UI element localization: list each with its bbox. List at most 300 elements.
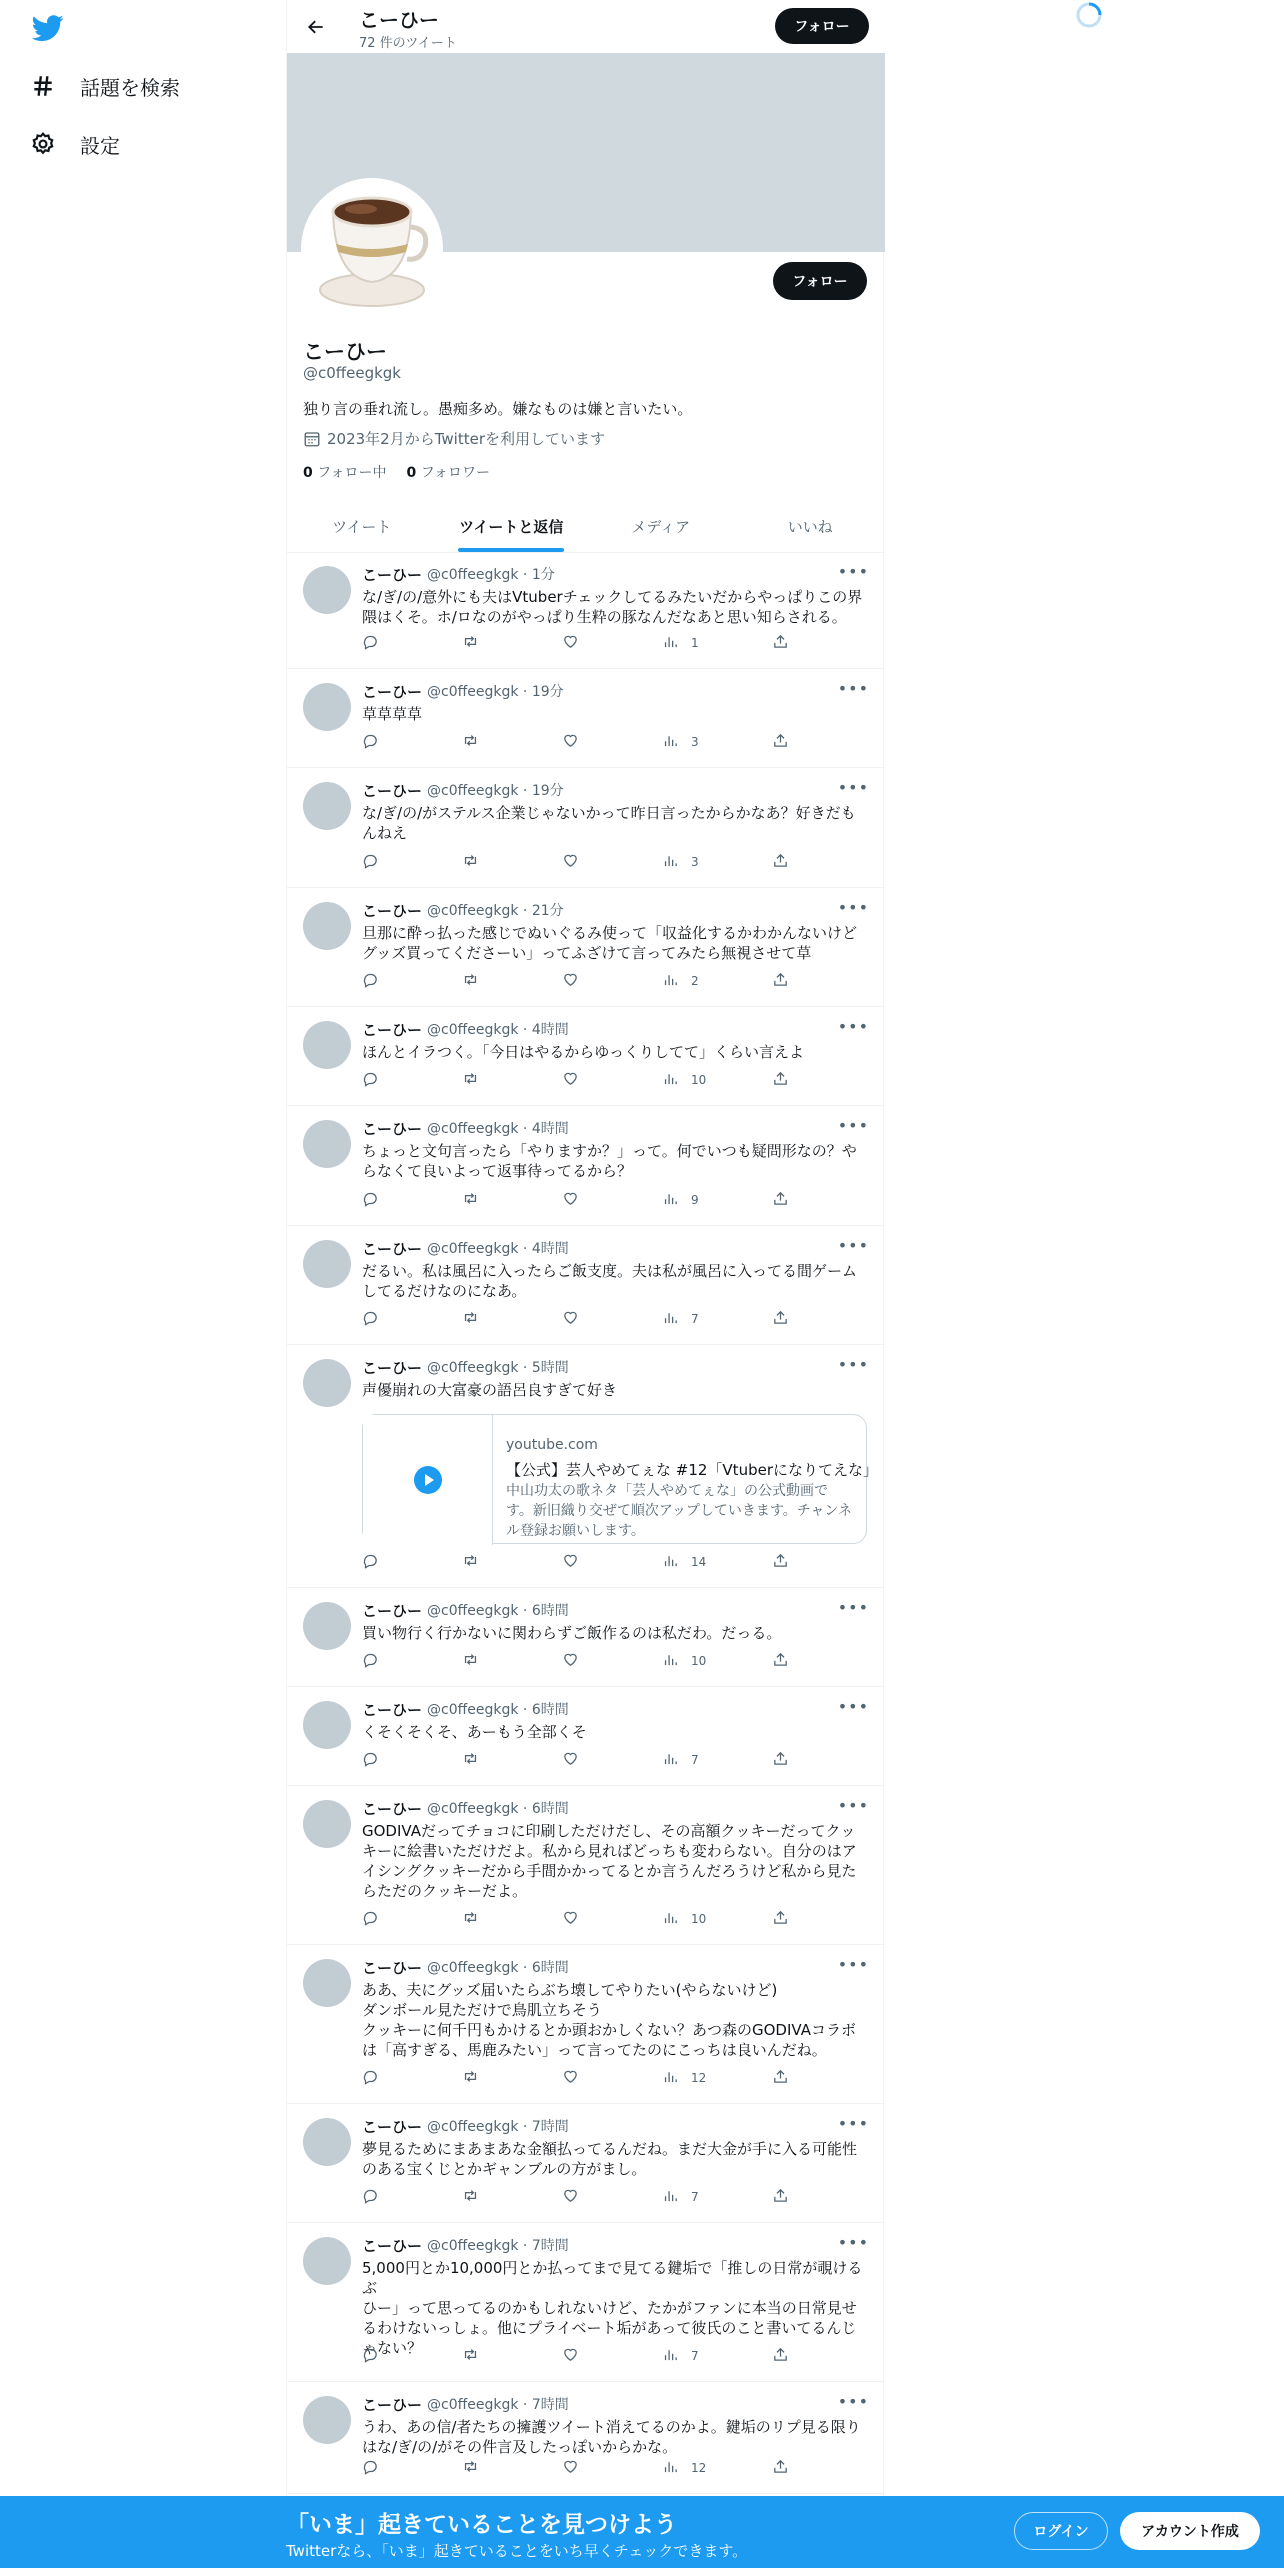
share-button[interactable] <box>772 2187 789 2207</box>
views-count: 2 <box>691 974 699 988</box>
tweet-text: 草草草草 <box>362 705 423 723</box>
tab-media[interactable]: メディア <box>631 517 691 536</box>
reply-icon <box>362 2458 379 2478</box>
tweet-actions <box>362 1552 792 1572</box>
tweet-header <box>362 1600 569 1621</box>
more-options-icon[interactable]: ••• <box>837 1236 869 1255</box>
retweet-button[interactable] <box>462 2458 479 2478</box>
reply-button[interactable] <box>362 732 379 752</box>
reply-button[interactable] <box>362 1552 379 1572</box>
tweet-actions <box>362 1651 792 1671</box>
play-icon <box>413 1465 443 1495</box>
back-button[interactable] <box>301 12 331 42</box>
reply-icon <box>362 1309 379 1329</box>
card-domain: youtube.com <box>506 1437 598 1453</box>
nav-item-label: 設定 <box>80 133 120 158</box>
views-count: 10 <box>691 1073 707 1087</box>
tweet-meta: @c0ffeegkgk · 7時間 <box>427 2238 569 2254</box>
views-button[interactable] <box>662 1190 699 1210</box>
tweet-author-name[interactable]: こーひー <box>362 1120 423 1138</box>
retweet-icon <box>462 2068 479 2088</box>
views-count: 12 <box>691 2461 707 2475</box>
tweet-actions <box>362 1750 792 1770</box>
tab-tweets-and-replies[interactable]: ツイートと返信 <box>437 500 587 552</box>
retweet-icon <box>462 732 479 752</box>
reply-icon <box>362 1190 379 1210</box>
tweet-text: な/ぎ/の/意外にも夫はVtuberチェックしてるみたいだからやっぱりこの界 隈はくそ。ホ/ロなのがやっぱり生粋の豚なんだなあと思い知らされる。 <box>362 588 863 626</box>
views-icon <box>662 1309 679 1329</box>
share-button[interactable] <box>772 1070 789 1090</box>
share-button[interactable] <box>772 2458 789 2478</box>
tweet-author-name[interactable]: こーひー <box>362 1240 423 1258</box>
heart-icon <box>562 2458 579 2478</box>
tweet[interactable] <box>287 888 885 1007</box>
views-count: 10 <box>691 1912 707 1926</box>
like-button[interactable] <box>562 732 579 752</box>
share-button[interactable] <box>772 2068 789 2088</box>
views-icon <box>662 1651 679 1671</box>
retweet-button[interactable] <box>462 971 479 991</box>
reply-icon <box>362 1750 379 1770</box>
tweet-text: 旦那に酔っ払った感じでぬいぐるみ使って「収益化するかわかんないけど グッズ買ってくださーい」ってふざけて言ってみたら無視させて草 <box>362 924 858 962</box>
retweet-icon <box>462 1552 479 1572</box>
tab-tweets[interactable]: ツイート <box>332 517 392 536</box>
tweet[interactable] <box>287 1226 885 1345</box>
tweet-author-name[interactable]: こーひー <box>362 2237 423 2255</box>
avatar[interactable] <box>303 1021 351 1069</box>
profile-tabs <box>287 500 885 553</box>
views-count: 10 <box>691 1654 707 1668</box>
header-name: こーひー <box>359 8 439 32</box>
avatar[interactable] <box>303 1701 351 1749</box>
left-nav <box>0 0 286 2568</box>
tweet[interactable] <box>287 768 885 888</box>
share-icon <box>772 1651 789 1671</box>
like-button[interactable] <box>562 1070 579 1090</box>
tweet-meta: @c0ffeegkgk · 6時間 <box>427 1960 569 1976</box>
tweet[interactable] <box>287 1345 885 1588</box>
like-button[interactable] <box>562 1909 579 1929</box>
reply-button[interactable] <box>362 1070 379 1090</box>
more-options-icon[interactable]: ••• <box>837 2114 869 2133</box>
reply-button[interactable] <box>362 633 379 653</box>
tweet-header <box>362 900 564 921</box>
more-options-icon[interactable]: ••• <box>837 2233 869 2252</box>
reply-icon <box>362 1070 379 1090</box>
retweet-button[interactable] <box>462 1909 479 1929</box>
heart-icon <box>562 1190 579 1210</box>
like-button[interactable] <box>562 2458 579 2478</box>
avatar[interactable] <box>303 2396 351 2444</box>
more-options-icon[interactable]: ••• <box>837 679 869 698</box>
heart-icon <box>562 1909 579 1929</box>
tweet-author-name[interactable]: こーひー <box>362 2118 423 2136</box>
reply-button[interactable] <box>362 2346 379 2366</box>
retweet-icon <box>462 852 479 872</box>
following-link[interactable]: 0 フォロー中 <box>303 465 387 481</box>
card-title: 【公式】芸人やめてぇな #12「Vtuberになりてえな」 <box>506 1461 878 1479</box>
signup-banner-title: 「いま」起きていることを見つけよう <box>286 2512 677 2538</box>
tweet-header <box>362 1238 569 1259</box>
signup-button[interactable]: アカウント作成 <box>1120 2512 1260 2550</box>
tweet-author-name[interactable]: こーひー <box>362 1021 423 1039</box>
signup-banner <box>0 2496 1284 2568</box>
header-follow-button[interactable]: フォロー <box>775 8 869 44</box>
reply-icon <box>362 852 379 872</box>
more-options-icon[interactable]: ••• <box>837 1116 869 1135</box>
retweet-icon <box>462 971 479 991</box>
tweet[interactable] <box>287 2104 885 2223</box>
tweet-header <box>362 780 564 801</box>
share-button[interactable] <box>772 1909 789 1929</box>
share-icon <box>772 1070 789 1090</box>
tweet-author-name[interactable]: こーひー <box>362 1800 423 1818</box>
share-icon <box>772 2068 789 2088</box>
reply-icon <box>362 1552 379 1572</box>
share-icon <box>772 1309 789 1329</box>
avatar[interactable] <box>303 782 351 830</box>
heart-icon <box>562 1309 579 1329</box>
more-options-icon[interactable]: ••• <box>837 898 869 917</box>
share-icon <box>772 633 789 653</box>
like-button[interactable] <box>562 2187 579 2207</box>
views-button[interactable] <box>662 1552 706 1572</box>
heart-icon <box>562 633 579 653</box>
tweet-text: ちょっと文句言ったら「やりますか？」って。何でいつも疑問形なの？や らなくて良いよって返事待ってるから？ <box>362 1142 857 1180</box>
heart-icon <box>562 2187 579 2207</box>
share-button[interactable] <box>772 1552 789 1572</box>
retweet-button[interactable] <box>462 2346 479 2366</box>
avatar[interactable] <box>303 1359 351 1407</box>
reply-icon <box>362 1909 379 1929</box>
tweet-actions <box>362 971 792 991</box>
link-card[interactable] <box>362 1414 878 1544</box>
tweet[interactable] <box>287 1588 885 1687</box>
tweet-text: 5,000円とか10,000円とか払ってまで見てる鍵垢で「推しの日常が覗けるぶ ひー」って思ってるのかもしれないけど、たかがファンに本当の日常見せ るわけないっしょ。他にプライベート垢があって彼氏のこと書いてるんじ ゃない？ <box>362 2259 863 2357</box>
more-options-icon[interactable]: ••• <box>837 1955 869 1974</box>
gear-icon <box>30 131 56 157</box>
like-button[interactable] <box>562 1309 579 1329</box>
views-count: 7 <box>691 2190 699 2204</box>
tweet-meta: @c0ffeegkgk · 4時間 <box>427 1022 569 1038</box>
tweet[interactable] <box>287 669 885 768</box>
profile-name: こーひー <box>303 340 387 364</box>
like-button[interactable] <box>562 1552 579 1572</box>
retweet-icon <box>462 1651 479 1671</box>
tweet-meta: @c0ffeegkgk · 4時間 <box>427 1241 569 1257</box>
views-button[interactable] <box>662 2346 699 2366</box>
views-button[interactable] <box>662 633 699 653</box>
views-icon <box>662 1190 679 1210</box>
retweet-button[interactable] <box>462 1750 479 1770</box>
arrow-left-icon <box>306 17 326 37</box>
tweet-header <box>362 1957 569 1978</box>
tweet-text: だるい。私は風呂に入ったらご飯支度。夫は私が風呂に入ってる間ゲーム してるだけなのになあ。 <box>362 1262 858 1300</box>
tweet[interactable] <box>287 1687 885 1786</box>
views-button[interactable] <box>662 2068 706 2088</box>
share-button[interactable] <box>772 633 789 653</box>
card-description: 中山功太の歌ネタ「芸人やめてぇな」の公式動画で す。新旧織り交ぜて順次アップしていきます。チャンネル登録お願いします。 <box>506 1483 852 1539</box>
views-count: 1 <box>691 636 699 650</box>
hashtag-icon <box>30 73 56 99</box>
retweet-button[interactable] <box>462 633 479 653</box>
reply-icon <box>362 971 379 991</box>
tweet-header <box>362 2235 569 2256</box>
retweet-button[interactable] <box>462 1309 479 1329</box>
like-button[interactable] <box>562 852 579 872</box>
avatar[interactable] <box>303 2118 351 2166</box>
tweet-header <box>362 564 555 585</box>
tweet-actions <box>362 1190 792 1210</box>
tweet-actions <box>362 2187 792 2207</box>
reply-button[interactable] <box>362 1309 379 1329</box>
more-options-icon[interactable]: ••• <box>837 562 869 581</box>
tweet-text: ほんとイラつく。「今日はやるからゆっくりしてて」くらい言えよ <box>362 1043 805 1061</box>
views-icon <box>662 2068 679 2088</box>
reply-button[interactable] <box>362 1909 379 1929</box>
share-button[interactable] <box>772 852 789 872</box>
reply-button[interactable] <box>362 2458 379 2478</box>
tweet-header <box>362 1699 569 1720</box>
tweet-author-name[interactable]: こーひー <box>362 566 423 584</box>
views-count: 14 <box>691 1555 707 1569</box>
reply-icon <box>362 2346 379 2366</box>
tweet-meta: @c0ffeegkgk · 7時間 <box>427 2397 569 2413</box>
share-button[interactable] <box>772 2346 789 2366</box>
avatar[interactable] <box>303 683 351 731</box>
tweet-actions <box>362 852 792 872</box>
share-icon <box>772 2458 789 2478</box>
tweet-meta: @c0ffeegkgk · 19分 <box>427 684 564 700</box>
share-icon <box>772 732 789 752</box>
tweet[interactable] <box>287 1007 885 1106</box>
avatar[interactable] <box>303 902 351 950</box>
retweet-icon <box>462 2458 479 2478</box>
retweet-button[interactable] <box>462 1552 479 1572</box>
tweet-meta: @c0ffeegkgk · 6時間 <box>427 1702 569 1718</box>
heart-icon <box>562 732 579 752</box>
views-button[interactable] <box>662 1651 706 1671</box>
views-count: 3 <box>691 855 699 869</box>
like-button[interactable] <box>562 633 579 653</box>
retweet-button[interactable] <box>462 732 479 752</box>
views-button[interactable] <box>662 1750 699 1770</box>
views-count: 7 <box>691 1753 699 1767</box>
share-button[interactable] <box>772 971 789 991</box>
login-button[interactable]: ログイン <box>1014 2512 1108 2550</box>
like-button[interactable] <box>562 2346 579 2366</box>
retweet-button[interactable] <box>462 1651 479 1671</box>
views-count: 9 <box>691 1193 699 1207</box>
nav-item-label: 話題を検索 <box>80 75 180 100</box>
tweet-actions <box>362 2346 792 2366</box>
more-options-icon[interactable]: ••• <box>837 1355 869 1374</box>
followers-link[interactable]: 0 フォロワー <box>406 465 491 481</box>
tweet-actions <box>362 1309 792 1329</box>
reply-icon <box>362 633 379 653</box>
share-icon <box>772 1909 789 1929</box>
tweet[interactable] <box>287 1106 885 1226</box>
share-button[interactable] <box>772 1750 789 1770</box>
tweet-author-name[interactable]: こーひー <box>362 1359 423 1377</box>
tweet[interactable] <box>287 1945 885 2104</box>
reply-button[interactable] <box>362 1651 379 1671</box>
reply-button[interactable] <box>362 2068 379 2088</box>
share-button[interactable] <box>772 1309 789 1329</box>
nav-item-settings[interactable] <box>30 122 120 166</box>
more-options-icon[interactable]: ••• <box>837 1598 869 1617</box>
views-button[interactable] <box>662 2458 706 2478</box>
profile-avatar[interactable] <box>301 178 443 320</box>
reply-button[interactable] <box>362 1190 379 1210</box>
avatar[interactable] <box>303 1120 351 1168</box>
more-options-icon[interactable]: ••• <box>837 778 869 797</box>
tweet-meta: @c0ffeegkgk · 6時間 <box>427 1603 569 1619</box>
tweet-author-name[interactable]: こーひー <box>362 2396 423 2414</box>
nav-item-explore[interactable] <box>30 64 180 108</box>
like-button[interactable] <box>562 1190 579 1210</box>
heart-icon <box>562 1070 579 1090</box>
share-button[interactable] <box>772 1651 789 1671</box>
tweet[interactable] <box>287 552 885 669</box>
retweet-icon <box>462 1070 479 1090</box>
views-icon <box>662 2346 679 2366</box>
share-button[interactable] <box>772 732 789 752</box>
tweet-header <box>362 681 564 702</box>
share-icon <box>772 2187 789 2207</box>
like-button[interactable] <box>562 2068 579 2088</box>
share-icon <box>772 852 789 872</box>
tweet-text: 夢見るためにまあまあな金額払ってるんだね。まだ大金が手に入る可能性 のある宝くじとかギャンブルの方がまし。 <box>362 2140 858 2178</box>
views-count: 12 <box>691 2071 707 2085</box>
share-button[interactable] <box>772 1190 789 1210</box>
reply-button[interactable] <box>362 2187 379 2207</box>
profile-header-bar <box>287 0 885 53</box>
retweet-button[interactable] <box>462 852 479 872</box>
profile-joined <box>303 428 605 449</box>
heart-icon <box>562 852 579 872</box>
more-options-icon[interactable]: ••• <box>837 1017 869 1036</box>
heart-icon <box>562 971 579 991</box>
reply-icon <box>362 1651 379 1671</box>
tweet-header <box>362 1019 569 1040</box>
like-button[interactable] <box>562 1750 579 1770</box>
tweet-actions <box>362 1070 792 1090</box>
views-button[interactable] <box>662 2187 699 2207</box>
tweet-header <box>362 2394 569 2415</box>
share-icon <box>772 1190 789 1210</box>
views-button[interactable] <box>662 971 699 991</box>
views-icon <box>662 633 679 653</box>
signup-banner-subtitle: Twitterなら、「いま」起きていることをいち早くチェックできます。 <box>286 2542 748 2560</box>
views-button[interactable] <box>662 852 699 872</box>
reply-button[interactable] <box>362 852 379 872</box>
profile-bio: 独り言の垂れ流し。愚痴多め。嫌なものは嫌と言いたい。 <box>303 400 693 418</box>
more-options-icon[interactable]: ••• <box>837 1697 869 1716</box>
more-options-icon[interactable]: ••• <box>837 2392 869 2411</box>
tweet-actions <box>362 732 792 752</box>
tweet-meta: @c0ffeegkgk · 6時間 <box>427 1801 569 1817</box>
tweet-text: GODIVAだってチョコに印刷しただけだし、その高額クッキーだってクッ キーに絵書いただけだよ。私から見ればどっちも変わらない。自分のはア イシングクッキーだから手間かかってるとか言うんだろうけど私から見た らただのクッキーだよ。 <box>362 1822 857 1900</box>
avatar[interactable] <box>303 1959 351 2007</box>
tweet-author-name[interactable]: こーひー <box>362 782 423 800</box>
avatar[interactable] <box>303 2237 351 2285</box>
retweet-icon <box>462 1309 479 1329</box>
tweet[interactable] <box>287 2223 885 2382</box>
views-icon <box>662 852 679 872</box>
tweet-author-name[interactable]: こーひー <box>362 902 423 920</box>
retweet-icon <box>462 1190 479 1210</box>
views-button[interactable] <box>662 732 699 752</box>
views-icon <box>662 1552 679 1572</box>
retweet-button[interactable] <box>462 2187 479 2207</box>
avatar[interactable] <box>303 1800 351 1848</box>
loading-spinner-icon <box>1074 0 1104 30</box>
profile-stats <box>303 462 490 482</box>
like-button[interactable] <box>562 1651 579 1671</box>
views-button[interactable] <box>662 1909 706 1929</box>
tweet-text: 買い物行く行かないに関わらずご飯作るのは私だわ。だっる。 <box>362 1624 782 1642</box>
views-count: 7 <box>691 2349 699 2363</box>
retweet-button[interactable] <box>462 1190 479 1210</box>
views-icon <box>662 2458 679 2478</box>
tweet-author-name[interactable]: こーひー <box>362 1701 423 1719</box>
views-icon <box>662 1750 679 1770</box>
retweet-icon <box>462 2346 479 2366</box>
tweet[interactable] <box>287 2382 885 2494</box>
tweet-author-name[interactable]: こーひー <box>362 683 423 701</box>
tweet-meta: @c0ffeegkgk · 4時間 <box>427 1121 569 1137</box>
tweet-actions <box>362 1909 792 1929</box>
reply-button[interactable] <box>362 1750 379 1770</box>
tweet-author-name[interactable]: こーひー <box>362 1959 423 1977</box>
follow-button[interactable]: フォロー <box>773 262 867 300</box>
reply-button[interactable] <box>362 971 379 991</box>
tweet-meta: @c0ffeegkgk · 21分 <box>427 903 564 919</box>
tweet-actions <box>362 633 792 653</box>
avatar[interactable] <box>303 1240 351 1288</box>
share-icon <box>772 971 789 991</box>
more-options-icon[interactable]: ••• <box>837 1796 869 1815</box>
retweet-icon <box>462 1750 479 1770</box>
tweet[interactable] <box>287 1786 885 1945</box>
retweet-button[interactable] <box>462 2068 479 2088</box>
reply-icon <box>362 2068 379 2088</box>
profile-column <box>286 0 884 2568</box>
reply-icon <box>362 732 379 752</box>
joined-text: 2023年2月からTwitterを利用しています <box>327 430 605 448</box>
avatar[interactable] <box>303 566 351 614</box>
calendar-icon <box>303 430 321 448</box>
twitter-bird-icon[interactable] <box>32 12 64 44</box>
heart-icon <box>562 1552 579 1572</box>
heart-icon <box>562 1651 579 1671</box>
views-button[interactable] <box>662 1070 706 1090</box>
tweet-text: うわ、あの信/者たちの擁護ツイート消えてるのかよ。鍵垢のリプ見る限り はな/ぎ/の/がその件言及したっぽいからかな。 <box>362 2418 861 2456</box>
tweet-author-name[interactable]: こーひー <box>362 1602 423 1620</box>
retweet-icon <box>462 2187 479 2207</box>
retweet-icon <box>462 633 479 653</box>
retweet-button[interactable] <box>462 1070 479 1090</box>
tweet-actions <box>362 2458 792 2478</box>
heart-icon <box>562 1750 579 1770</box>
tweet-text: な/ぎ/の/がステルス企業じゃないかって昨日言ったからかなあ？好きだも んねえ <box>362 804 856 842</box>
views-button[interactable] <box>662 1309 699 1329</box>
avatar[interactable] <box>303 1602 351 1650</box>
tab-likes[interactable]: いいね <box>787 517 833 536</box>
tweet-header <box>362 1118 569 1139</box>
like-button[interactable] <box>562 971 579 991</box>
